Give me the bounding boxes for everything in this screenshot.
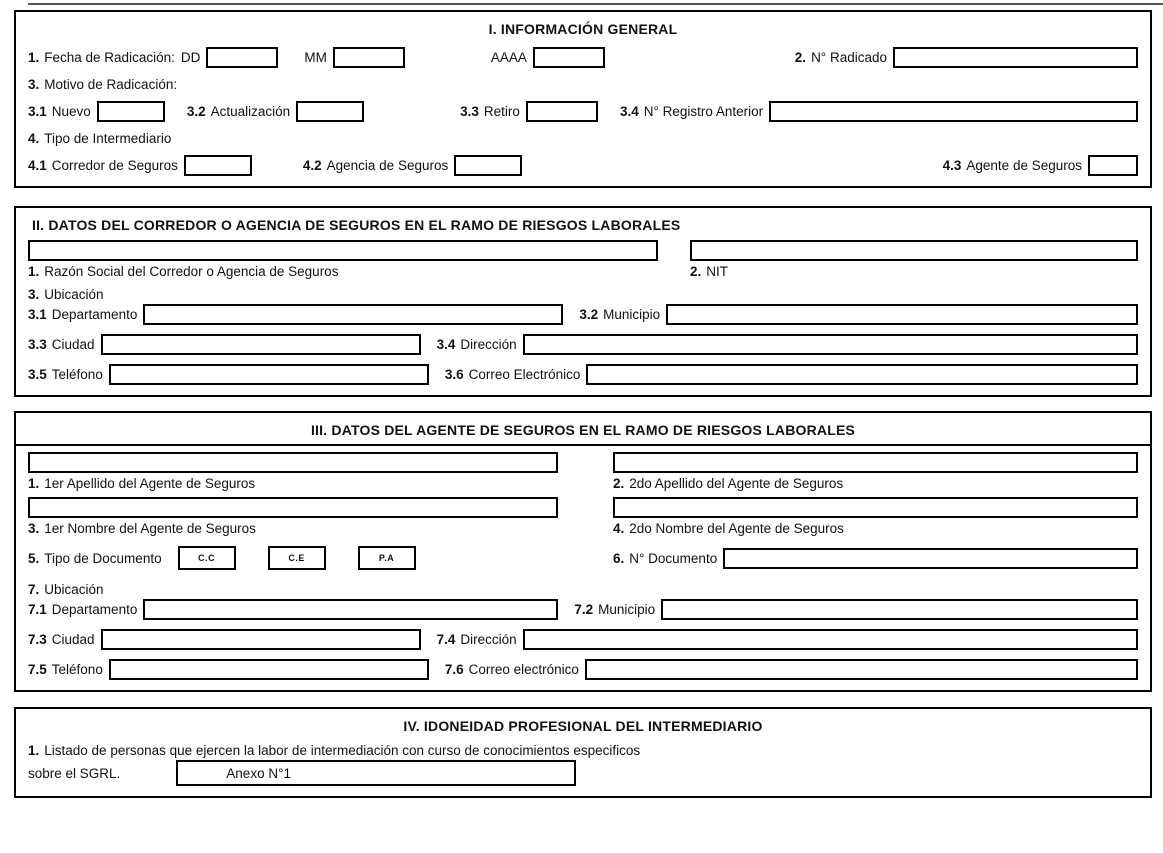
row-departamento2	[28, 304, 1138, 325]
anexo-value: Anexo N°1	[226, 765, 291, 781]
direccion2-label	[437, 337, 517, 352]
aaaa-input[interactable]	[533, 47, 605, 68]
correo2-num: 3.6	[444, 367, 464, 382]
agente-text: Agente de Seguros	[966, 158, 1082, 173]
ciudad3-num: 7.3	[28, 632, 47, 647]
ubicacion2-num: 3.	[28, 287, 40, 302]
telefono2-label	[28, 367, 103, 382]
ciudad2-input[interactable]	[101, 334, 421, 355]
row-fecha-radicado	[28, 47, 1138, 68]
row-ubicacion2	[28, 287, 1138, 302]
apellido1-label-col	[28, 476, 613, 491]
correo3-input[interactable]	[585, 659, 1138, 680]
nombre1-label-col	[28, 521, 613, 536]
ciudad3-text: Ciudad	[51, 632, 95, 647]
motivo-label	[28, 77, 177, 92]
apellido1-label	[28, 476, 255, 491]
motivo-text: Motivo de Radicación:	[44, 77, 178, 92]
nit-label	[690, 264, 728, 279]
dd-label: DD	[180, 50, 201, 65]
row-tipo-opciones	[28, 155, 1138, 176]
dd-input[interactable]	[206, 47, 278, 68]
apellido2-label-col	[613, 476, 1138, 491]
ubicacion2-label	[28, 287, 104, 302]
apellido1-input[interactable]	[28, 452, 558, 473]
row-ciudad2	[28, 334, 1138, 355]
row-anexo	[28, 760, 1138, 786]
ciudad3-label	[28, 632, 95, 647]
registro-anterior-text: N° Registro Anterior	[643, 104, 764, 119]
apellido2-label	[613, 476, 843, 491]
registro-anterior-input[interactable]	[769, 101, 1138, 122]
departamento2-num: 3.1	[28, 307, 47, 322]
nombre1-num: 3.	[28, 521, 40, 536]
corredor-text: Corredor de Seguros	[51, 158, 178, 173]
nombre2-input[interactable]	[613, 497, 1138, 518]
departamento3-label	[28, 602, 137, 617]
departamento3-text: Departamento	[51, 602, 138, 617]
page-top-rule	[28, 3, 1163, 5]
listado-text-line1: Listado de personas que ejercen la labor de intermediación con curso de conocimientos especificos	[44, 743, 641, 758]
aaaa-label: AAAA	[490, 50, 527, 65]
agente-label	[943, 158, 1082, 173]
nombre1-col	[28, 497, 613, 518]
municipio2-num: 3.2	[579, 307, 599, 322]
nombre2-col	[613, 497, 1138, 518]
motivo-num: 3.	[28, 77, 40, 92]
municipio2-label	[579, 307, 660, 322]
checkbox-cc[interactable]: C.C	[178, 546, 236, 570]
tipo-documento-col	[28, 546, 613, 570]
departamento3-input[interactable]	[143, 599, 558, 620]
retiro-num: 3.3	[460, 104, 479, 119]
radicado-label	[795, 50, 887, 65]
agencia-text: Agencia de Seguros	[326, 158, 449, 173]
section-idoneidad-profesional	[14, 707, 1152, 798]
nuevo-label	[28, 104, 91, 119]
agente-input[interactable]	[1088, 155, 1138, 176]
retiro-text: Retiro	[483, 104, 520, 119]
corredor-num: 4.1	[28, 158, 47, 173]
row-telefono2	[28, 364, 1138, 385]
num-documento-num: 6.	[613, 550, 625, 566]
nuevo-num: 3.1	[28, 104, 47, 119]
checkbox-pa[interactable]: P.A	[358, 546, 416, 570]
departamento2-text: Departamento	[51, 307, 138, 322]
row-apellidos-labels	[28, 476, 1138, 491]
correo3-label	[445, 662, 579, 677]
fecha-radicacion-label	[28, 50, 175, 65]
departamento2-label	[28, 307, 137, 322]
telefono3-num: 7.5	[28, 662, 47, 677]
telefono2-text: Teléfono	[51, 367, 103, 382]
section3-title: III. DATOS DEL AGENTE DE SEGUROS EN EL RAMO DE RIESGOS LABORALES	[16, 419, 1150, 446]
actualizacion-text: Actualización	[210, 104, 291, 119]
telefono2-num: 3.5	[28, 367, 47, 382]
agencia-label	[303, 158, 448, 173]
registro-anterior-num: 3.4	[619, 104, 639, 119]
mm-input[interactable]	[333, 47, 405, 68]
row-razon-nit-labels	[28, 264, 1138, 279]
tipo-intermediario-label	[28, 131, 171, 146]
correo2-label	[445, 367, 581, 382]
section-datos-agente	[14, 411, 1152, 692]
nombre2-label-col	[613, 521, 1138, 536]
apellido2-input[interactable]	[613, 452, 1138, 473]
registro-anterior-label	[620, 104, 763, 119]
ubicacion3-text: Ubicación	[44, 582, 104, 597]
direccion3-num: 7.4	[436, 632, 456, 647]
fecha-radicacion-num: 1.	[28, 50, 40, 65]
actualizacion-label	[187, 104, 290, 119]
correo3-num: 7.6	[444, 662, 464, 677]
telefono3-input[interactable]	[109, 659, 429, 680]
checkbox-ce[interactable]: C.E	[268, 546, 326, 570]
listado-text-line2: sobre el SGRL.	[28, 765, 121, 781]
nombre1-label	[28, 521, 256, 536]
row-telefono3	[28, 659, 1138, 680]
apellido1-num: 1.	[28, 476, 40, 491]
direccion2-text: Dirección	[460, 337, 517, 352]
radicado-text: N° Radicado	[811, 50, 887, 65]
tipo-documento-num: 5.	[28, 550, 40, 566]
direccion3-label	[437, 632, 517, 647]
row-departamento3	[28, 599, 1138, 620]
nombre1-text: 1er Nombre del Agente de Seguros	[44, 521, 256, 536]
section1-title: I. INFORMACIÓN GENERAL	[488, 21, 678, 37]
apellido2-col	[613, 452, 1138, 473]
row-ciudad3	[28, 629, 1138, 650]
nuevo-input[interactable]	[97, 101, 165, 122]
nuevo-text: Nuevo	[51, 104, 91, 119]
direccion3-text: Dirección	[460, 632, 517, 647]
row-motivo-opciones	[28, 101, 1138, 122]
agencia-num: 4.2	[302, 158, 322, 173]
corredor-input[interactable]	[184, 155, 252, 176]
row-apellidos-inputs	[28, 452, 1138, 473]
ciudad2-text: Ciudad	[51, 337, 95, 352]
listado-paragraph	[28, 742, 1138, 759]
row-nombres-labels	[28, 521, 1138, 536]
municipio3-label	[574, 602, 655, 617]
retiro-label	[460, 104, 520, 119]
departamento2-input[interactable]	[143, 304, 563, 325]
radicado-num: 2.	[794, 50, 807, 65]
section2-title: II. DATOS DEL CORREDOR O AGENCIA DE SEGUROS EN EL RAMO DE RIESGOS LABORALES	[32, 217, 681, 233]
num-documento-label	[613, 551, 717, 566]
row-tipo-intermediario	[28, 131, 1138, 146]
municipio3-num: 7.2	[574, 602, 594, 617]
municipio3-input[interactable]	[661, 599, 1138, 620]
razon-social-num: 1.	[28, 264, 40, 279]
agencia-input[interactable]	[454, 155, 522, 176]
num-documento-col	[613, 548, 1138, 569]
row-documento	[28, 546, 1138, 570]
ubicacion3-num: 7.	[28, 582, 40, 597]
apellido1-col	[28, 452, 613, 473]
razon-social-text: Razón Social del Corredor o Agencia de Seguros	[44, 264, 339, 279]
telefono2-input[interactable]	[109, 364, 429, 385]
mm-label: MM	[304, 50, 327, 65]
municipio2-input[interactable]	[666, 304, 1138, 325]
tipo-intermediario-text: Tipo de Intermediario	[44, 131, 172, 146]
departamento3-num: 7.1	[28, 602, 47, 617]
direccion3-input[interactable]	[523, 629, 1138, 650]
tipo-documento-text: Tipo de Documento	[44, 550, 162, 566]
fecha-radicacion-text: Fecha de Radicación:	[44, 50, 175, 65]
nombre2-num: 4.	[613, 521, 625, 536]
apellido2-num: 2.	[613, 476, 625, 491]
direccion2-input[interactable]	[523, 334, 1138, 355]
radicado-input[interactable]	[893, 47, 1138, 68]
tipo-documento-label	[28, 551, 162, 566]
nit-num: 2.	[690, 264, 702, 279]
corredor-label	[28, 158, 178, 173]
ciudad2-num: 3.3	[28, 337, 47, 352]
telefono3-label	[28, 662, 103, 677]
razon-social-input[interactable]	[28, 240, 658, 261]
agente-num: 4.3	[942, 158, 962, 173]
nombre2-label	[613, 521, 844, 536]
row-razon-nit-inputs	[28, 240, 1138, 261]
nombre2-text: 2do Nombre del Agente de Seguros	[629, 521, 844, 536]
municipio2-text: Municipio	[603, 307, 661, 322]
actualizacion-input[interactable]	[296, 101, 364, 122]
row-motivo	[28, 77, 1138, 92]
telefono3-text: Teléfono	[51, 662, 103, 677]
row-nombres-inputs	[28, 497, 1138, 518]
municipio3-text: Municipio	[598, 602, 656, 617]
tipo-intermediario-num: 4.	[28, 131, 40, 146]
correo2-input[interactable]	[586, 364, 1138, 385]
retiro-input[interactable]	[526, 101, 598, 122]
ciudad3-input[interactable]	[101, 629, 421, 650]
ciudad2-label	[28, 337, 95, 352]
listado-num: 1.	[28, 743, 40, 758]
row-ubicacion3	[28, 582, 1138, 597]
direccion2-num: 3.4	[436, 337, 456, 352]
ubicacion3-label	[28, 582, 104, 597]
correo2-text: Correo Electrónico	[468, 367, 581, 382]
num-documento-input[interactable]	[723, 548, 1138, 569]
anexo-input[interactable]	[176, 760, 576, 786]
section-datos-corredor-agencia	[14, 206, 1152, 397]
actualizacion-num: 3.2	[186, 104, 206, 119]
nit-text: NIT	[706, 264, 729, 279]
nit-input[interactable]	[690, 240, 1138, 261]
ubicacion2-text: Ubicación	[44, 287, 104, 302]
num-documento-text: N° Documento	[629, 550, 718, 566]
razon-social-label	[28, 264, 658, 279]
section-informacion-general	[14, 10, 1152, 188]
apellido1-text: 1er Apellido del Agente de Seguros	[44, 476, 256, 491]
nombre1-input[interactable]	[28, 497, 558, 518]
correo3-text: Correo electrónico	[468, 662, 579, 677]
section4-title: IV. IDONEIDAD PROFESIONAL DEL INTERMEDIARIO	[403, 718, 763, 734]
apellido2-text: 2do Apellido del Agente de Seguros	[629, 476, 844, 491]
